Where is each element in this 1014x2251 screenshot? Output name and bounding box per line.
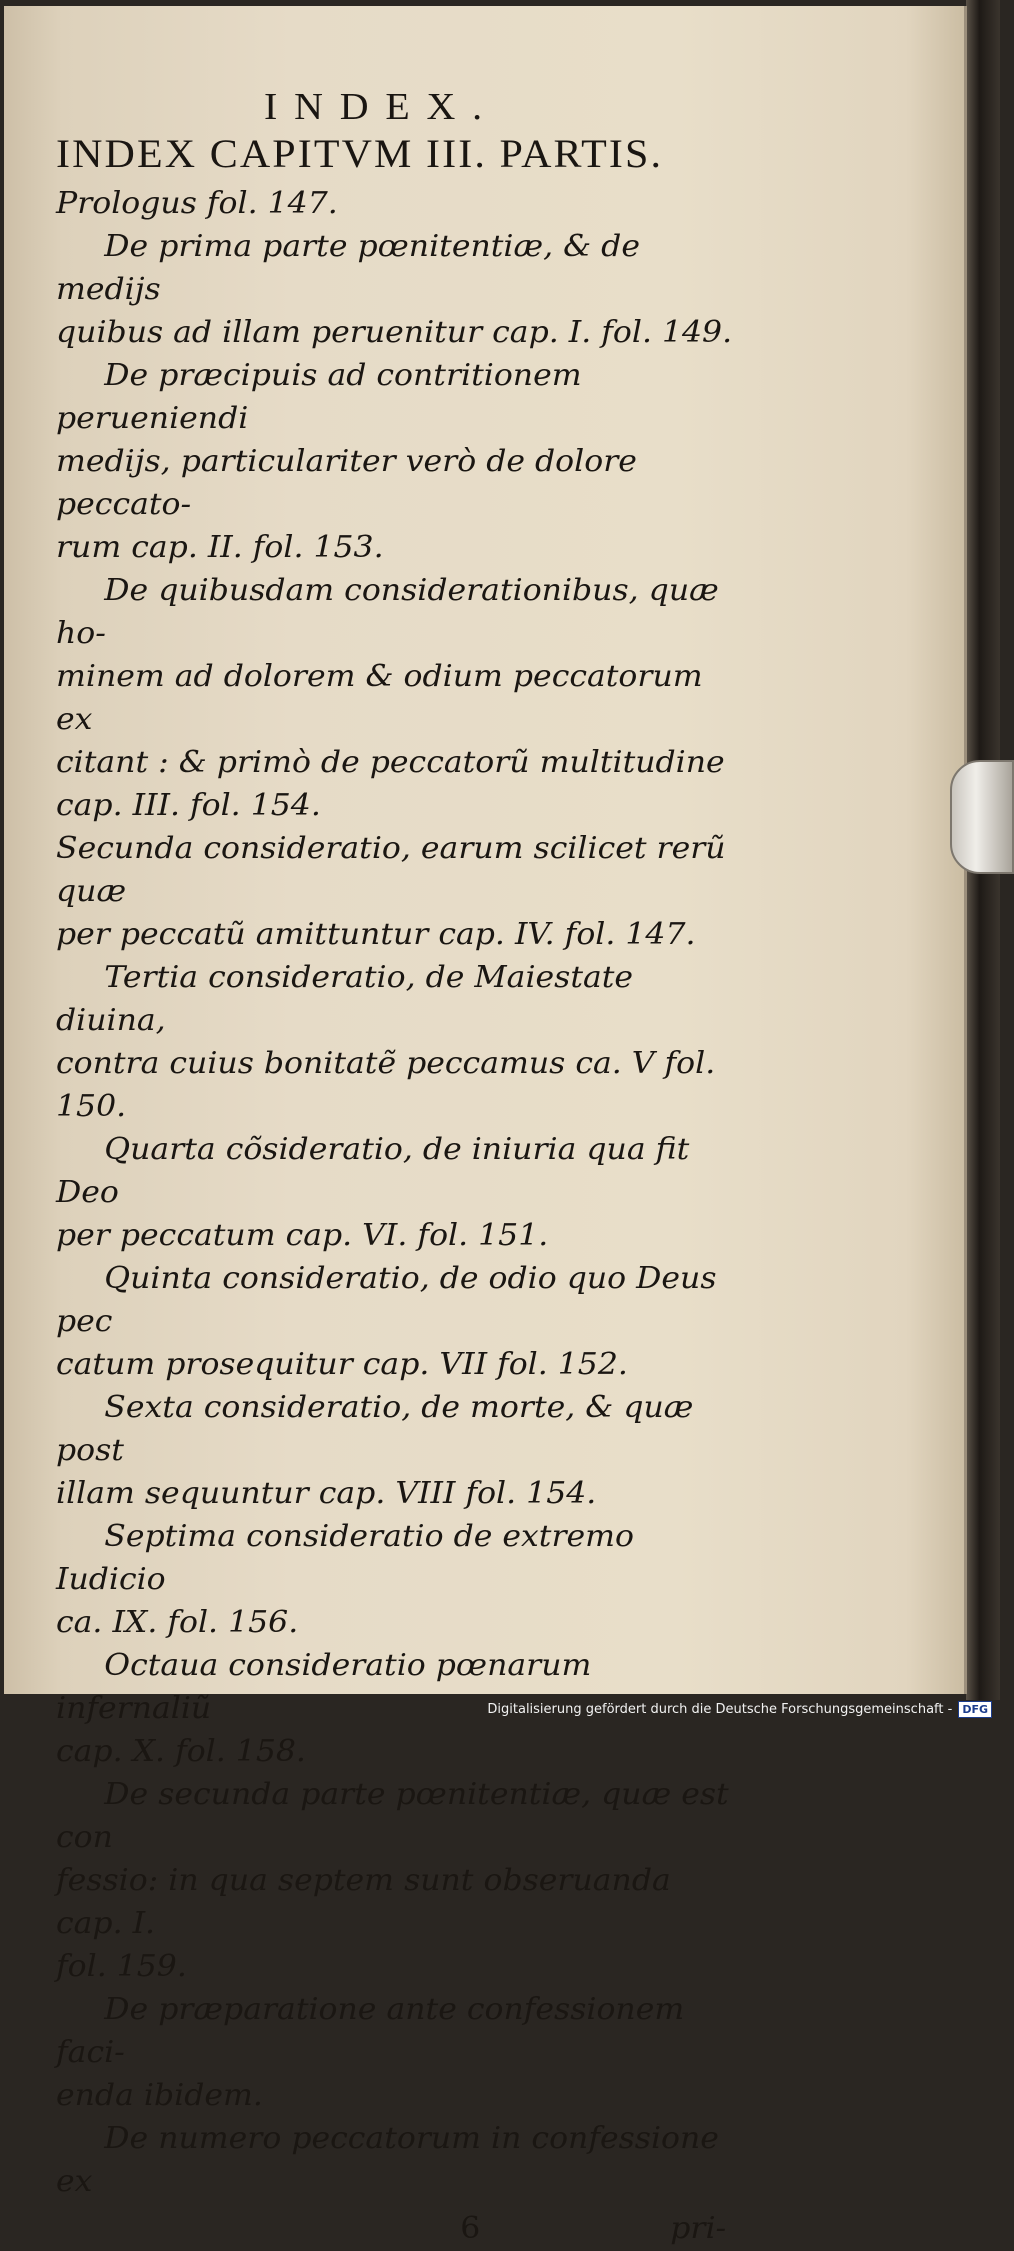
- index-entry: Quarta cõsideratio, de iniuria qua fit Deo per peccatum cap. VI. fol. 151.: [56, 1132, 690, 1253]
- index-entry: De secunda parte pœnitentiæ, quæ est con fessio: in qua septem sunt obseruanda cap. I. fol. 159.: [56, 1777, 729, 1984]
- clasp: [950, 760, 1014, 874]
- index-entry: De numero peccatorum in confessione ex: [56, 2121, 719, 2199]
- index-entry: De præcipuis ad contritionem perueniendi medijs, particulariter verò de dolore peccato- rum cap. II. fol. 153.: [56, 358, 637, 565]
- page-content: [56, 84, 738, 2251]
- signature-mark: 6: [460, 2211, 481, 2246]
- index-entry: De præparatione ante confessionem faci- enda ibidem.: [56, 1992, 685, 2113]
- index-entry: De quibusdam considerationibus, quæ ho- minem ad dolorem & odium peccatorum ex citant : & primò de peccatorũ multitudine cap. III. fol. 154.: [56, 573, 725, 823]
- running-head: INDEX.: [264, 86, 499, 128]
- index-entry: Tertia consideratio, de Maiestate diuina, contra cuius bonitatẽ peccamus ca. V fol. 150.: [56, 960, 716, 1124]
- index-entry: Quinta consideratio, de odio quo Deus pec catum prosequitur cap. VII fol. 152.: [56, 1261, 717, 1382]
- footer-text: Digitalisierung gefördert durch die Deutsche Forschungsgemeinschaft -: [487, 1702, 953, 1717]
- catch-row: [56, 2207, 738, 2251]
- index-entry: Prologus fol. 147.: [56, 186, 338, 221]
- index-entry: Secunda consideratio, earum scilicet rerũ quæ per peccatũ amittuntur cap. IV. fol. 147.: [56, 831, 726, 952]
- index-entry: Octaua consideratio pœnarum infernaliũ cap. X. fol. 158.: [56, 1648, 592, 1769]
- index-entry: Sexta consideratio, de morte, & quæ post illam sequuntur cap. VIII fol. 154.: [56, 1390, 694, 1511]
- catchword: pri-: [670, 2211, 727, 2246]
- dfg-logo: DFG: [958, 1701, 992, 1718]
- section-title: INDEX CAPITVM III. PARTIS.: [56, 131, 664, 176]
- index-entries: [56, 182, 738, 2203]
- index-entry: De prima parte pœnitentiæ, & de medijs quibus ad illam peruenitur cap. I. fol. 149.: [56, 229, 733, 350]
- index-entry: Septima consideratio de extremo Iudicio ca. IX. fol. 156.: [56, 1519, 634, 1640]
- footer: [487, 1701, 992, 1718]
